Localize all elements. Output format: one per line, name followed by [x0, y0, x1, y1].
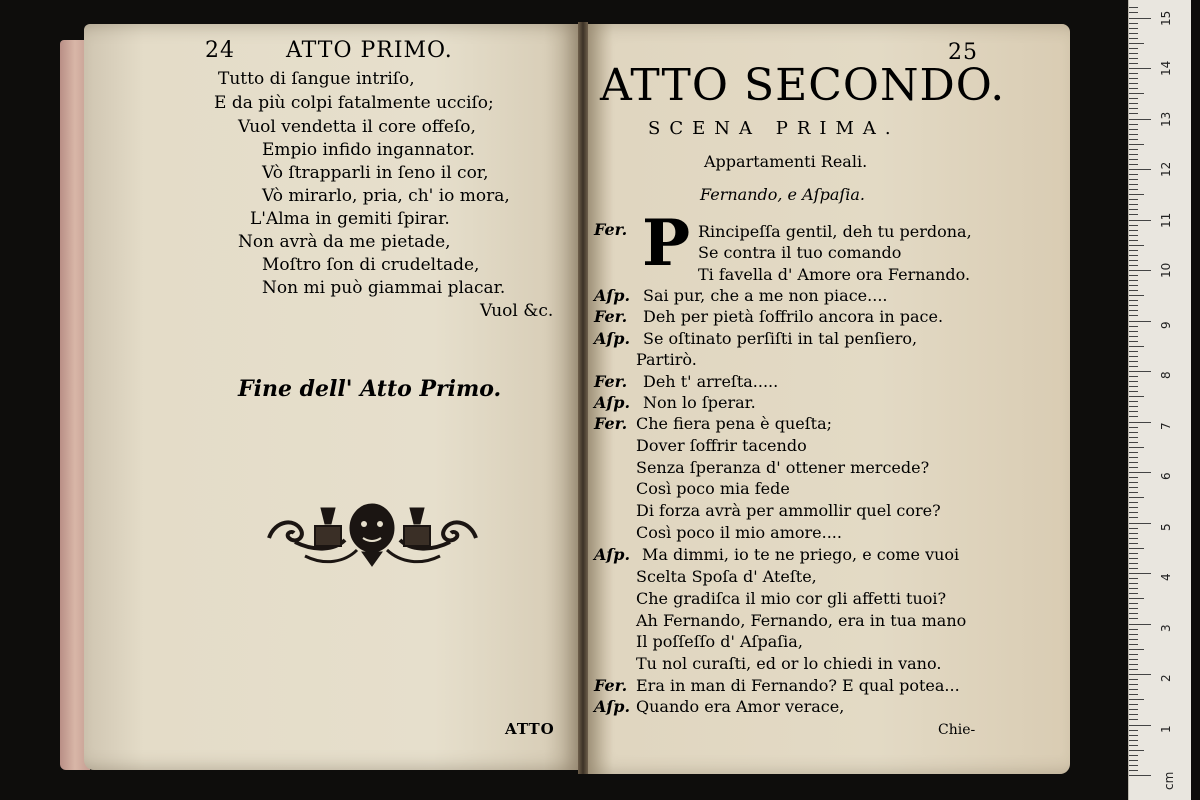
- ruler-tick: [1129, 487, 1138, 488]
- ruler-tick: [1129, 760, 1138, 761]
- ruler-tick: [1129, 750, 1144, 751]
- speaker-label: Fer.: [594, 220, 628, 239]
- verse-line: Moſtro ſon di crudeltade,: [262, 255, 480, 275]
- ruler-tick: [1129, 63, 1138, 64]
- dialogue-line: Se contra il tuo comando: [698, 243, 902, 262]
- ruler-tick: [1129, 538, 1138, 539]
- ruler-tick: [1129, 654, 1138, 655]
- ruler-tick: [1129, 129, 1138, 130]
- ruler-tick: [1129, 735, 1138, 736]
- ornament-icon: [265, 500, 480, 574]
- ruler-tick: [1129, 149, 1138, 150]
- verse-line: Vò ſtrapparli in ſeno il cor,: [262, 163, 489, 183]
- ruler-tick: [1129, 548, 1144, 549]
- scene-characters: Fernando, e Aſpaſia.: [700, 185, 866, 204]
- ruler-tick: [1129, 119, 1151, 120]
- ruler-tick: [1129, 381, 1138, 382]
- ruler-tick: [1129, 391, 1138, 392]
- verse-line: E da più colpi fatalmente ucciſo;: [214, 93, 494, 113]
- verse-line: Vò mirarlo, pria, ch' io mora,: [262, 186, 510, 206]
- dialogue-line: Deh per pietà ſoffrilo ancora in pace.: [643, 307, 944, 326]
- ruler-tick: [1129, 406, 1138, 407]
- ruler-tick: [1129, 7, 1138, 8]
- dialogue-line: Non lo ſperar.: [643, 393, 756, 412]
- scene-title: SCENA PRIMA.: [648, 118, 900, 139]
- ruler-tick: [1129, 209, 1138, 210]
- ruler-tick: [1129, 280, 1138, 281]
- ruler-tick: [1129, 336, 1138, 337]
- ruler-number: 12: [1159, 161, 1173, 177]
- drop-cap: P: [642, 206, 691, 281]
- ruler-tick: [1129, 396, 1144, 397]
- ruler-tick: [1129, 442, 1138, 443]
- ruler-tick: [1129, 533, 1138, 534]
- ruler-tick: [1129, 134, 1138, 135]
- ruler-tick: [1129, 659, 1138, 660]
- ruler-tick: [1129, 12, 1138, 13]
- verse-line: Non mi può giammai placar.: [262, 278, 506, 298]
- ruler-number: 10: [1159, 262, 1173, 278]
- ruler-tick: [1129, 422, 1151, 423]
- dialogue-line: Così poco mia fede: [636, 479, 790, 498]
- ruler-tick: [1129, 366, 1138, 367]
- ruler-tick: [1129, 674, 1151, 675]
- ruler-tick: [1129, 33, 1138, 34]
- speaker-label: Fer.: [594, 307, 628, 326]
- ruler-tick: [1129, 108, 1138, 109]
- dialogue-line: Ma dimmi, io te ne priego, e come vuoi: [642, 545, 960, 564]
- ruler-tick: [1129, 174, 1138, 175]
- ruler-tick: [1129, 240, 1138, 241]
- ruler-tick: [1129, 285, 1138, 286]
- ruler-tick: [1129, 568, 1138, 569]
- dialogue-line: Scelta Spoſa d' Ateſte,: [636, 567, 817, 586]
- ruler-tick: [1129, 179, 1138, 180]
- ruler-tick: [1129, 230, 1138, 231]
- ruler-tick: [1129, 275, 1138, 276]
- ruler-number: 8: [1159, 371, 1173, 379]
- ruler-tick: [1129, 245, 1144, 246]
- ruler-tick: [1129, 300, 1138, 301]
- ruler-number: 9: [1159, 320, 1173, 329]
- ruler-tick: [1129, 411, 1138, 412]
- left-page-number: 24: [205, 38, 235, 63]
- ruler-tick: [1129, 225, 1138, 226]
- ruler-tick: [1129, 255, 1138, 256]
- ruler-tick: [1129, 472, 1151, 473]
- ruler-tick: [1129, 432, 1138, 433]
- ruler-tick: [1129, 770, 1138, 771]
- ruler-tick: [1129, 361, 1138, 362]
- ruler-tick: [1129, 477, 1138, 478]
- ruler-tick: [1129, 427, 1138, 428]
- ruler-tick: [1129, 618, 1138, 619]
- ruler-number: 13: [1159, 111, 1173, 127]
- ruler-tick: [1129, 204, 1138, 205]
- ruler-tick: [1129, 644, 1138, 645]
- ruler-tick: [1129, 310, 1138, 311]
- ruler-tick: [1129, 588, 1138, 589]
- ruler-tick: [1129, 416, 1138, 417]
- speaker-label: Fer.: [594, 676, 628, 695]
- ruler-tick: [1129, 492, 1138, 493]
- speaker-label: Aſp.: [594, 697, 631, 716]
- verse-line: Non avrà da me pietade,: [238, 232, 451, 252]
- ruler-tick: [1129, 38, 1138, 39]
- ruler-tick: [1129, 341, 1138, 342]
- dialogue-line: Il poſſeſſo d' Aſpaſia,: [636, 632, 803, 651]
- ruler-tick: [1129, 43, 1144, 44]
- ruler-number: 15: [1159, 10, 1173, 26]
- ruler-tick: [1129, 154, 1138, 155]
- ruler-tick: [1129, 553, 1138, 554]
- ruler-tick: [1129, 684, 1138, 685]
- ruler-number: 6: [1159, 472, 1173, 480]
- ruler-tick: [1129, 189, 1138, 190]
- ruler-tick: [1129, 598, 1144, 599]
- dialogue-line: Quando era Amor verace,: [636, 697, 845, 716]
- dialogue-line: Così poco il mio amore....: [636, 523, 842, 542]
- ruler-tick: [1129, 543, 1138, 544]
- ruler-tick: [1129, 740, 1138, 741]
- end-of-act-note: Fine dell' Atto Primo.: [238, 376, 502, 402]
- speaker-label: Aſp.: [594, 286, 631, 305]
- ruler-tick: [1129, 719, 1138, 720]
- ruler-tick: [1129, 376, 1138, 377]
- ruler-tick: [1129, 699, 1144, 700]
- ruler-tick: [1129, 164, 1138, 165]
- ruler-tick: [1129, 351, 1138, 352]
- ruler-tick: [1129, 315, 1138, 316]
- ruler-number: 4: [1159, 573, 1173, 581]
- dialogue-line: Partirò.: [636, 350, 697, 369]
- dialogue-line: Ti favella d' Amore ora Fernando.: [698, 265, 971, 284]
- ruler-number: 1: [1159, 724, 1173, 733]
- ruler-tick: [1129, 502, 1138, 503]
- dialogue-line: Senza ſperanza d' ottener mercede?: [636, 458, 930, 477]
- ruler-tick: [1129, 98, 1138, 99]
- ruler-tick: [1129, 83, 1138, 84]
- ruler-tick: [1129, 159, 1138, 160]
- ruler-tick: [1129, 593, 1138, 594]
- verse-line: Vuol &c.: [480, 301, 554, 321]
- ruler-number: 7: [1159, 421, 1173, 430]
- ruler-tick: [1129, 528, 1138, 529]
- ruler-tick: [1129, 53, 1138, 54]
- ruler-tick: [1129, 401, 1138, 402]
- dialogue-line: Rincipeſſa gentil, deh tu perdona,: [698, 222, 972, 241]
- ruler-tick: [1129, 68, 1151, 69]
- ruler-tick: [1129, 467, 1138, 468]
- ruler-tick: [1129, 730, 1138, 731]
- ruler-tick: [1129, 523, 1151, 524]
- verse-line: Tutto di ſangue intriſo,: [218, 69, 415, 89]
- ruler-tick: [1129, 745, 1138, 746]
- dialogue-line: Era in man di Fernando? E qual potea...: [636, 676, 960, 695]
- ruler-tick: [1129, 517, 1138, 518]
- ruler-number: 14: [1159, 60, 1173, 76]
- ruler-tick: [1129, 48, 1138, 49]
- dialogue-line: Dover ſoffrir tacendo: [636, 436, 807, 455]
- ruler-tick: [1129, 184, 1138, 185]
- ruler-tick: [1129, 563, 1138, 564]
- ruler-tick: [1129, 679, 1138, 680]
- ruler-tick: [1129, 270, 1151, 271]
- ruler-tick: [1129, 290, 1138, 291]
- ruler-tick: [1129, 664, 1138, 665]
- ruler-tick: [1129, 214, 1138, 215]
- ruler-tick: [1129, 497, 1144, 498]
- ruler-tick: [1129, 23, 1138, 24]
- dialogue-line: Ah Fernando, Fernando, era in tua mano: [636, 611, 967, 630]
- ruler-tick: [1129, 512, 1138, 513]
- verse-line: Vuol vendetta il core offeſo,: [238, 117, 476, 137]
- ruler-tick: [1129, 624, 1151, 625]
- verse-line: Empio infido ingannator.: [262, 140, 475, 160]
- book-gutter: [578, 22, 588, 774]
- ruler-number: 3: [1159, 623, 1173, 632]
- ruler-tick: [1129, 507, 1138, 508]
- ruler-tick: [1129, 356, 1138, 357]
- ruler-tick: [1129, 725, 1151, 726]
- ruler-tick: [1129, 220, 1151, 221]
- right-catchword: Chie-: [938, 722, 976, 738]
- dialogue-line: Tu nol curaſti, ed or lo chiedi in vano.: [636, 654, 942, 673]
- ruler-number: 5: [1159, 522, 1173, 531]
- verse-line: L'Alma in gemiti ſpirar.: [250, 209, 450, 229]
- ruler-tick: [1129, 326, 1138, 327]
- right-page-number: 25: [948, 40, 978, 65]
- ruler-tick: [1129, 28, 1138, 29]
- ruler-tick: [1129, 613, 1138, 614]
- ruler-tick: [1129, 755, 1138, 756]
- ruler-tick: [1129, 58, 1138, 59]
- ruler-tick: [1129, 265, 1138, 266]
- act-title: ATTO SECONDO.: [600, 60, 1006, 111]
- speaker-label: Aſp.: [594, 393, 631, 412]
- speaker-label: Fer.: [594, 372, 628, 391]
- ruler-tick: [1129, 775, 1151, 776]
- dialogue-line: Se oſtinato perſiſti in tal penſiero,: [643, 329, 918, 348]
- ruler-tick: [1129, 704, 1138, 705]
- ruler-tick: [1129, 629, 1138, 630]
- ruler-tick: [1129, 558, 1138, 559]
- dialogue-line: Che fiera pena è queſta;: [636, 414, 833, 433]
- ruler-tick: [1129, 139, 1138, 140]
- ruler-tick: [1129, 103, 1138, 104]
- ruler-tick: [1129, 321, 1151, 322]
- ruler-tick: [1129, 462, 1138, 463]
- ruler-tick: [1129, 331, 1138, 332]
- ruler-tick: [1129, 144, 1144, 145]
- ruler-tick: [1129, 260, 1138, 261]
- ruler-tick: [1129, 649, 1144, 650]
- ruler-unit-label: cm: [1162, 771, 1176, 790]
- ruler-tick: [1129, 452, 1138, 453]
- speaker-label: Aſp.: [594, 329, 631, 348]
- ruler-tick: [1129, 305, 1138, 306]
- ruler-tick: [1129, 295, 1144, 296]
- ruler-tick: [1129, 689, 1138, 690]
- ruler-tick: [1129, 447, 1144, 448]
- ruler-tick: [1129, 88, 1138, 89]
- ruler-tick: [1129, 709, 1138, 710]
- ruler-tick: [1129, 235, 1138, 236]
- ruler-tick: [1129, 18, 1151, 19]
- ruler-tick: [1129, 194, 1144, 195]
- ruler-tick: [1129, 608, 1138, 609]
- dialogue-line: Che gradiſca il mio cor gli affetti tuoi?: [636, 589, 947, 608]
- ruler-tick: [1129, 578, 1138, 579]
- ruler-tick: [1129, 386, 1138, 387]
- ruler-tick: [1129, 603, 1138, 604]
- ruler-tick: [1129, 250, 1138, 251]
- ruler-tick: [1129, 124, 1138, 125]
- ruler-tick: [1129, 93, 1144, 94]
- dialogue-line: Di forza avrà per ammollir quel core?: [636, 501, 941, 520]
- ruler-tick: [1129, 694, 1138, 695]
- speaker-label: Fer.: [594, 414, 628, 433]
- left-catchword: ATTO: [505, 720, 555, 738]
- ruler-tick: [1129, 714, 1138, 715]
- ruler-tick: [1129, 73, 1138, 74]
- ruler-tick: [1129, 583, 1138, 584]
- ruler-tick: [1129, 78, 1138, 79]
- ruler-tick: [1129, 669, 1138, 670]
- left-running-head: ATTO PRIMO.: [286, 38, 453, 63]
- ruler-tick: [1129, 371, 1151, 372]
- ruler-tick: [1129, 113, 1138, 114]
- ruler-tick: [1129, 457, 1138, 458]
- dialogue-line: Deh t' arreſta.....: [643, 372, 779, 391]
- ruler-tick: [1129, 765, 1138, 766]
- measurement-ruler: [1128, 0, 1191, 800]
- ruler-tick: [1129, 482, 1138, 483]
- ruler-tick: [1129, 199, 1138, 200]
- ruler-tick: [1129, 639, 1138, 640]
- dialogue-line: Sai pur, che a me non piace....: [643, 286, 888, 305]
- ruler-tick: [1129, 346, 1144, 347]
- ruler-tick: [1129, 634, 1138, 635]
- ruler-number: 2: [1159, 674, 1173, 682]
- ruler-tick: [1129, 169, 1151, 170]
- speaker-label: Aſp.: [594, 545, 631, 564]
- ruler-number: 11: [1159, 212, 1173, 228]
- ruler-tick: [1129, 573, 1151, 574]
- scene-setting: Appartamenti Reali.: [704, 152, 868, 171]
- ruler-tick: [1129, 437, 1138, 438]
